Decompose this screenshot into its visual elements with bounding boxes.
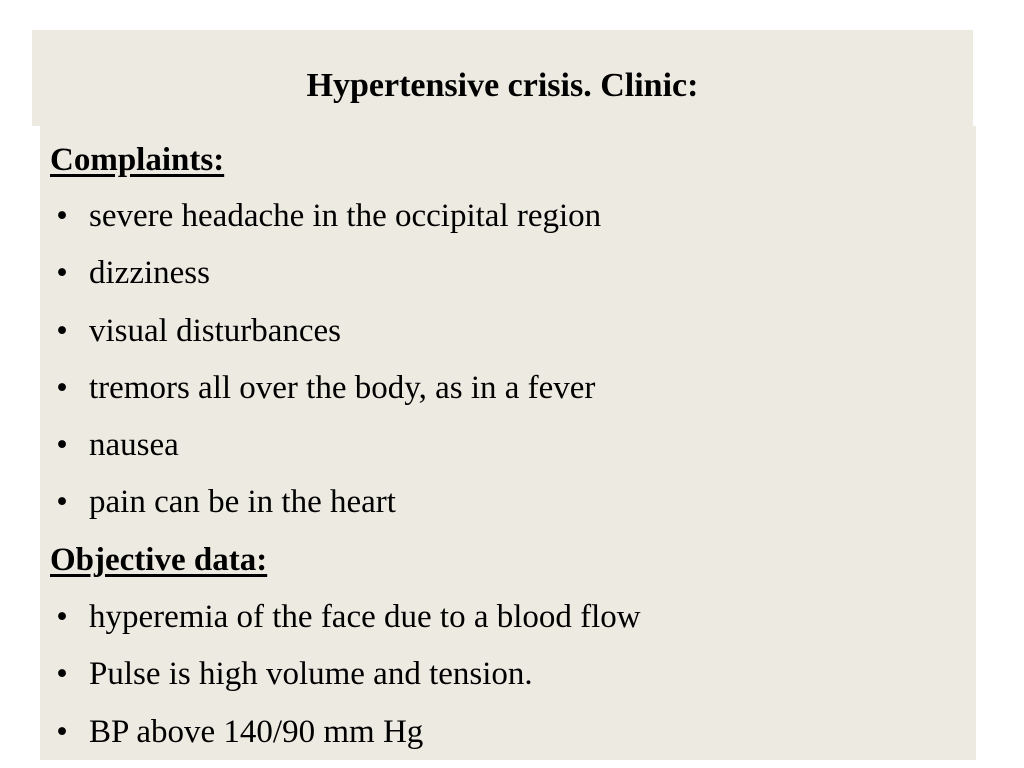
bullet-icon: •	[56, 198, 68, 234]
bullet-icon: •	[56, 255, 68, 292]
complaint-text: visual disturbances	[89, 312, 342, 349]
bullet-icon: •	[56, 713, 68, 750]
title-panel	[32, 30, 973, 126]
bullet-icon: •	[56, 656, 68, 693]
slide-title: Hypertensive crisis. Clinic:	[306, 67, 699, 104]
complaint-text: tremors all over the body, as in a fever	[89, 369, 596, 406]
objective-text: Pulse is high volume and tension.	[89, 656, 533, 693]
complaint-text: pain can be in the heart	[89, 484, 396, 521]
bullet-icon: •	[56, 599, 68, 635]
content-panel	[40, 126, 976, 760]
bullet-icon: •	[56, 312, 68, 349]
complaint-text: severe headache in the occipital region	[89, 198, 602, 234]
complaints-heading: Complaints:	[50, 142, 225, 178]
objective-text: hyperemia of the face due to a blood flow	[89, 599, 641, 635]
bullet-icon: •	[56, 369, 68, 406]
complaint-text: dizziness	[89, 255, 210, 292]
objective-text: BP above 140/90 mm Hg	[89, 713, 424, 750]
objective-data-heading: Objective data:	[50, 542, 268, 578]
bullet-icon: •	[56, 484, 68, 521]
complaint-text: nausea	[89, 427, 179, 464]
bullet-icon: •	[56, 427, 68, 464]
